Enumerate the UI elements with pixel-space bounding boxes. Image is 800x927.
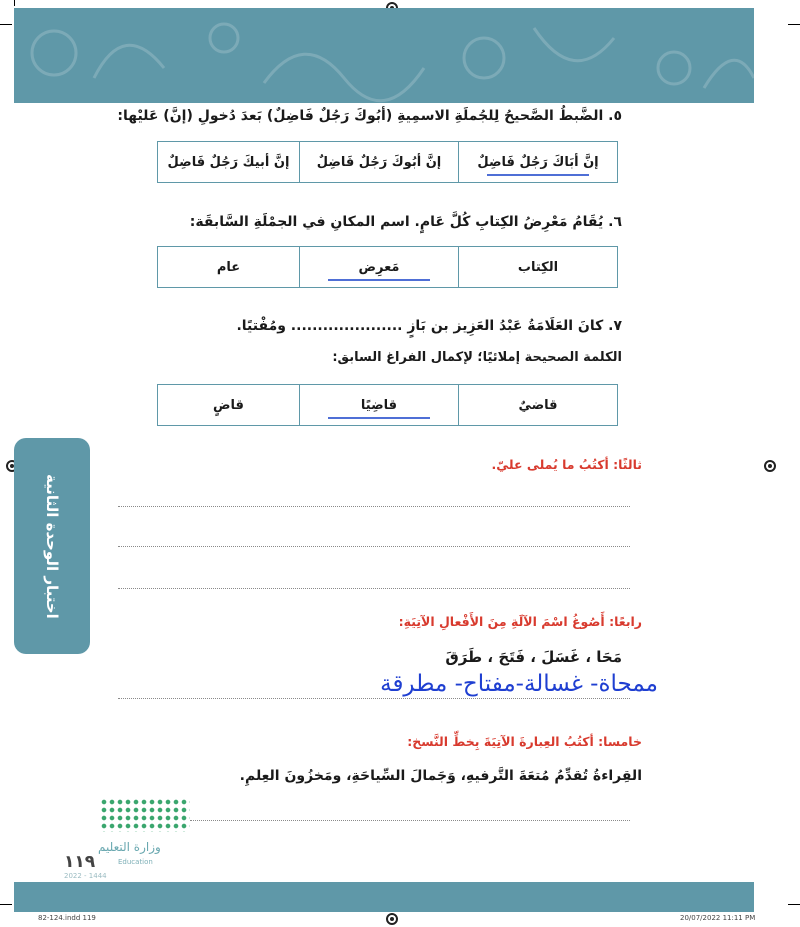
crop-mark <box>788 24 800 25</box>
dictation-line[interactable] <box>118 546 630 547</box>
section-5-title: خامسا: أكتُبُ العِبارةَ الآتِيَةَ بِخطِّ النَّسخ: <box>407 734 642 749</box>
unit-side-tab-label: اختبار الوحدة الثانية <box>43 473 61 619</box>
crop-mark <box>0 904 12 905</box>
section-3-title: ثالثًا: أكتُبُ ما يُملى عليّ. <box>491 457 642 472</box>
file-label: 82-124.indd 119 <box>38 914 96 922</box>
question-5: ٥. الضَّبطُ الصَّحيحُ لِلجُملَةِ الاسمِيةِ (أبُوكَ رَجُلٌ فَاضِلٌ) بَعدَ دُخولِ (إنَّ) عَليْها: <box>117 108 622 124</box>
print-timestamp: 20/07/2022 11:11 PM <box>680 914 756 922</box>
question-7: ٧. كانَ العَلَامَةُ عَبْدُ العَزِيز بن بَازٍ ..................... ومُفْتيًا. <box>236 318 622 334</box>
crop-mark <box>0 24 12 25</box>
q6-option-3[interactable]: عام <box>158 247 300 288</box>
q5-option-3[interactable]: إنَّ أبيكَ رَجُلٌ فَاضِلٌ <box>158 142 300 183</box>
naskh-phrase: القِراءةُ تُقدِّمُ مُتعَةَ التَّرفيهِ، وَجَمالَ السِّياحَةِ، ومَخزُونَ العِلمِ. <box>239 768 642 784</box>
q7-option-3[interactable]: قاضٍ <box>158 385 300 426</box>
page-number: ١١٩ <box>64 852 96 872</box>
crop-mark <box>14 0 15 6</box>
verbs-list: مَحَا ، غَسَلَ ، فَتَحَ ، طَرَقَ <box>445 648 622 666</box>
q7-option-2[interactable]: قاضِيًا <box>300 385 459 426</box>
q5-option-2[interactable]: إنَّ أبُوكَ رَجُلٌ فَاضِلٌ <box>300 142 459 183</box>
ministry-name-en: Education <box>118 858 153 866</box>
q5-options <box>157 141 618 183</box>
handwritten-answer: ممحاة- غسالة-مفتاح- مطرقة <box>380 671 658 697</box>
answer-underline <box>487 174 589 176</box>
answer-underline <box>328 279 430 281</box>
ministry-name: وزارة التعليم <box>98 840 161 854</box>
q5-option-1[interactable]: إنَّ أبَاكَ رَجُلٌ فَاضِلٌ <box>459 142 618 183</box>
q6-options <box>157 246 618 288</box>
question-7-prompt: الكلمة الصحيحة إملائيًا؛ لإكمال الفراغ السابق: <box>332 350 622 365</box>
registration-mark-icon <box>386 913 398 925</box>
edition-years: 2022 - 1444 <box>64 872 107 880</box>
q7-options <box>157 384 618 426</box>
q6-option-1[interactable]: الكِتاب <box>459 247 618 288</box>
ministry-logo-icon <box>100 798 190 832</box>
q6-option-2[interactable]: مَعرِض <box>300 247 459 288</box>
bottom-banner <box>14 882 754 912</box>
registration-mark-icon <box>764 460 776 472</box>
answer-line[interactable] <box>118 698 630 699</box>
answer-underline <box>328 417 430 419</box>
top-banner <box>14 8 754 103</box>
calligraphy-pattern-icon <box>14 8 754 103</box>
crop-mark <box>788 904 800 905</box>
writing-line[interactable] <box>190 820 630 821</box>
question-6: ٦. يُقَامُ مَعْرِضُ الكِتابِ كُلَّ عَامٍ. اسم المكانِ في الجمْلَةِ السَّابقَة: <box>189 214 622 230</box>
section-4-title: رابعًا: أَصُوغُ اسْمَ الآلَةِ مِنَ الأَفْعالِ الآتِيَةِ: <box>398 614 642 629</box>
dictation-line[interactable] <box>118 588 630 589</box>
dictation-line[interactable] <box>118 506 630 507</box>
unit-side-tab <box>14 438 90 654</box>
q7-option-1[interactable]: قاضيٌ <box>459 385 618 426</box>
